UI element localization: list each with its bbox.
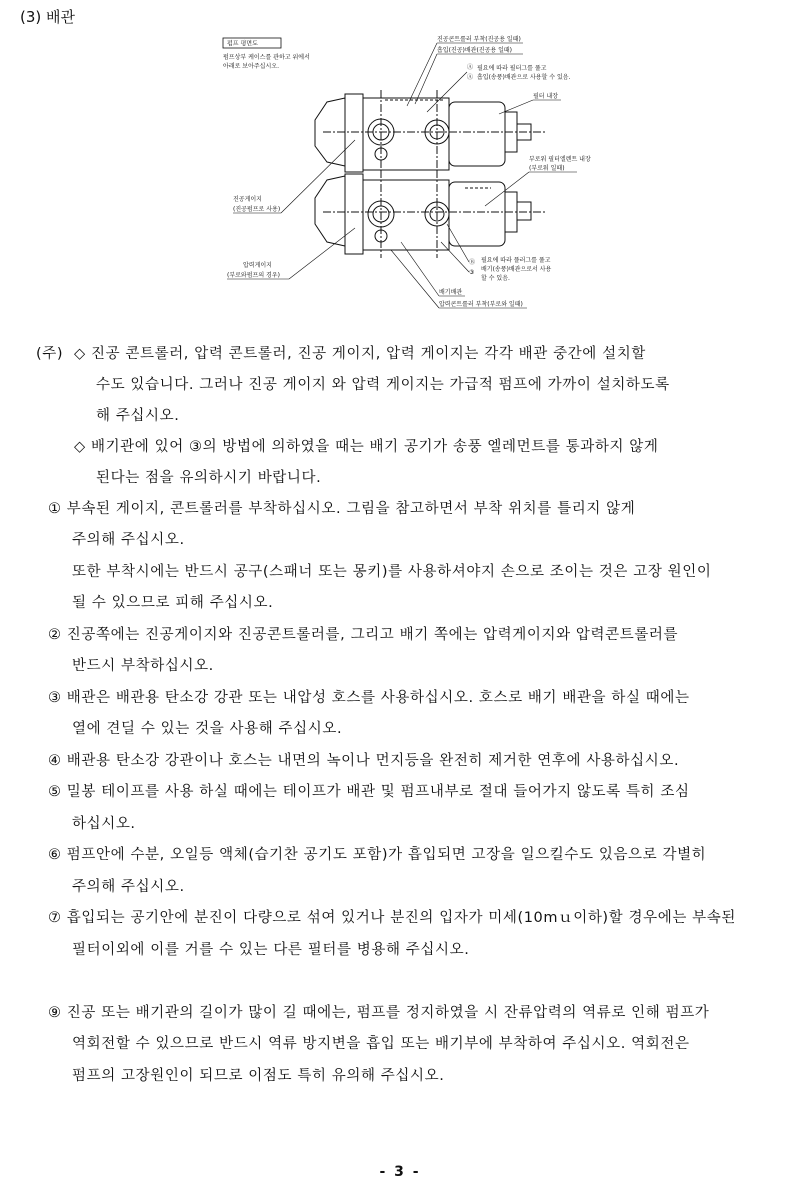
item-7-line-2: 필터이외에 이를 거를 수 있는 다른 필터를 병용해 주십시오. (72, 942, 470, 958)
label-method-a-2: 흡입(송풍)배관으로 사용할 수 있음. (477, 74, 571, 81)
pump-top (315, 90, 545, 176)
note-bullet-1-line-2: 수도 있습니다. 그러나 진공 게이지 와 압력 게이지는 가급적 펌프에 가까이 설치하도록 (96, 377, 670, 393)
note-bullet-1-line-1: ◇ 진공 콘트롤러, 압력 콘트롤러, 진공 게이지, 압력 게이지는 각각 배관 중간에 설치할 (74, 346, 646, 362)
pump-diagram-svg (215, 28, 600, 313)
item-1-line-3: 또한 부착시에는 반드시 공구(스패너 또는 몽키)를 사용하셔야지 손으로 조이는 것은 고장 원인이 (72, 564, 712, 580)
item-5-line-2: 하십시오. (72, 816, 136, 832)
label-method-b-2: 배기(송풍)배관으로서 사용 (481, 266, 552, 273)
marker-a-1: Ⓐ (467, 64, 474, 71)
label-vac-gauge-1: 진공게이지 (233, 196, 262, 203)
pump-piping-diagram (215, 28, 600, 313)
section-title: (3) 배관 (20, 8, 75, 26)
item-2-line-2: 반드시 부착하십시오. (72, 658, 214, 674)
label-exhaust-pipe: 배기배관 (439, 289, 463, 296)
label-press-controller: 압력콘트롤러 부착(부로와 일때) (439, 301, 523, 308)
label-press-gauge-1: 압력게이지 (243, 262, 272, 269)
label-filter-inside: 필터 내장 (533, 93, 559, 100)
item-1-line-2: 주의해 주십시오. (72, 532, 185, 548)
item-1-line-1: ① 부속된 게이지, 콘트롤러를 부착하십시오. 그림을 참고하면서 부착 위치를 틀리지 않게 (48, 501, 636, 517)
item-9-line-1: ⑨ 진공 또는 배기관의 길이가 많이 길 때에는, 펌프를 정지하였을 시 잔류압력의 역류로 인해 펌프가 (48, 1005, 710, 1021)
label-intake-pipe: 흡입(진공)배관(진공용 일때) (437, 47, 513, 54)
legend-text-2: 아래로 보아주십시오. (223, 63, 279, 70)
label-method-b-3: 할 수 있음. (481, 275, 510, 282)
marker-a-2: Ⓐ (467, 74, 474, 81)
item-3-line-1: ③ 배관은 배관용 탄소강 강관 또는 내압성 호스를 사용하십시오. 호스로 배기 배관을 하실 때에는 (48, 690, 690, 706)
item-2-line-1: ② 진공쪽에는 진공게이지와 진공콘트롤러를, 그리고 배기 쪽에는 압력게이지와 압력콘트롤러를 (48, 627, 679, 643)
item-6-line-1: ⑥ 펌프안에 수분, 오일등 액체(습기찬 공기도 포함)가 흡입되면 고장을 일으킬수도 있음으로 각별히 (48, 847, 707, 863)
legend-text-1: 펌프상부 케이스를 관하고 위에서 (223, 54, 310, 61)
label-method-a-1: 필요에 따라 필터그를 풀고 (477, 65, 547, 72)
item-1-line-4: 될 수 있으므로 피해 주십시오. (72, 595, 274, 611)
item-4-line-1: ④ 배관용 탄소강 강관이나 호스는 내면의 녹이나 먼지등을 완전히 제거한 연후에 사용하십시오. (48, 753, 680, 769)
item-6-line-2: 주의해 주십시오. (72, 879, 185, 895)
marker-b-1: Ⓑ (469, 259, 476, 266)
note-lead: (주) (36, 346, 64, 362)
label-filter-element-2: (부로워 일때) (529, 165, 565, 172)
page-number: - 3 - (379, 1164, 421, 1180)
label-vac-controller: 진공콘트롤러 부착(진공용 일때) (437, 36, 521, 43)
item-3-line-2: 열에 견딜 수 있는 것을 사용해 주십시오. (72, 721, 343, 737)
legend-title: 펌프 평면도 (227, 40, 258, 48)
label-press-gauge-2: (부로와펌프의 경우) (227, 272, 280, 279)
pump-bottom (315, 170, 545, 258)
marker-3: ③ (469, 269, 475, 276)
item-5-line-1: ⑤ 밀봉 테이프를 사용 하실 때에는 테이프가 배관 및 펌프내부로 절대 들어가지 않도록 특히 조심 (48, 784, 690, 800)
note-bullet-2-line-2: 된다는 점을 유의하시기 바랍니다. (96, 470, 322, 486)
item-9-line-3: 펌프의 고장원인이 되므로 이점도 특히 유의해 주십시오. (72, 1068, 445, 1084)
item-7-line-1: ⑦ 흡입되는 공기안에 분진이 다량으로 섞여 있거나 분진의 입자가 미세(10mｕ이하)할 경우에는 부속된 (48, 910, 736, 926)
label-filter-element-1: 부로워 필터엘렌트 내장 (529, 156, 591, 163)
note-bullet-1-line-3: 해 주십시오. (96, 408, 180, 424)
item-9-line-2: 역회전할 수 있으므로 반드시 역류 방지변을 흡입 또는 배기부에 부착하여 주십시오. 역회전은 (72, 1036, 690, 1052)
label-vac-gauge-2: (진공펌프로 사용) (233, 206, 281, 213)
note-bullet-2-line-1: ◇ 배기관에 있어 ③의 방법에 의하였을 때는 배기 공기가 송풍 엘레먼트를 통과하지 않게 (74, 439, 659, 455)
label-method-b-1: 필요에 따라 플러그를 풀고 (481, 257, 551, 264)
